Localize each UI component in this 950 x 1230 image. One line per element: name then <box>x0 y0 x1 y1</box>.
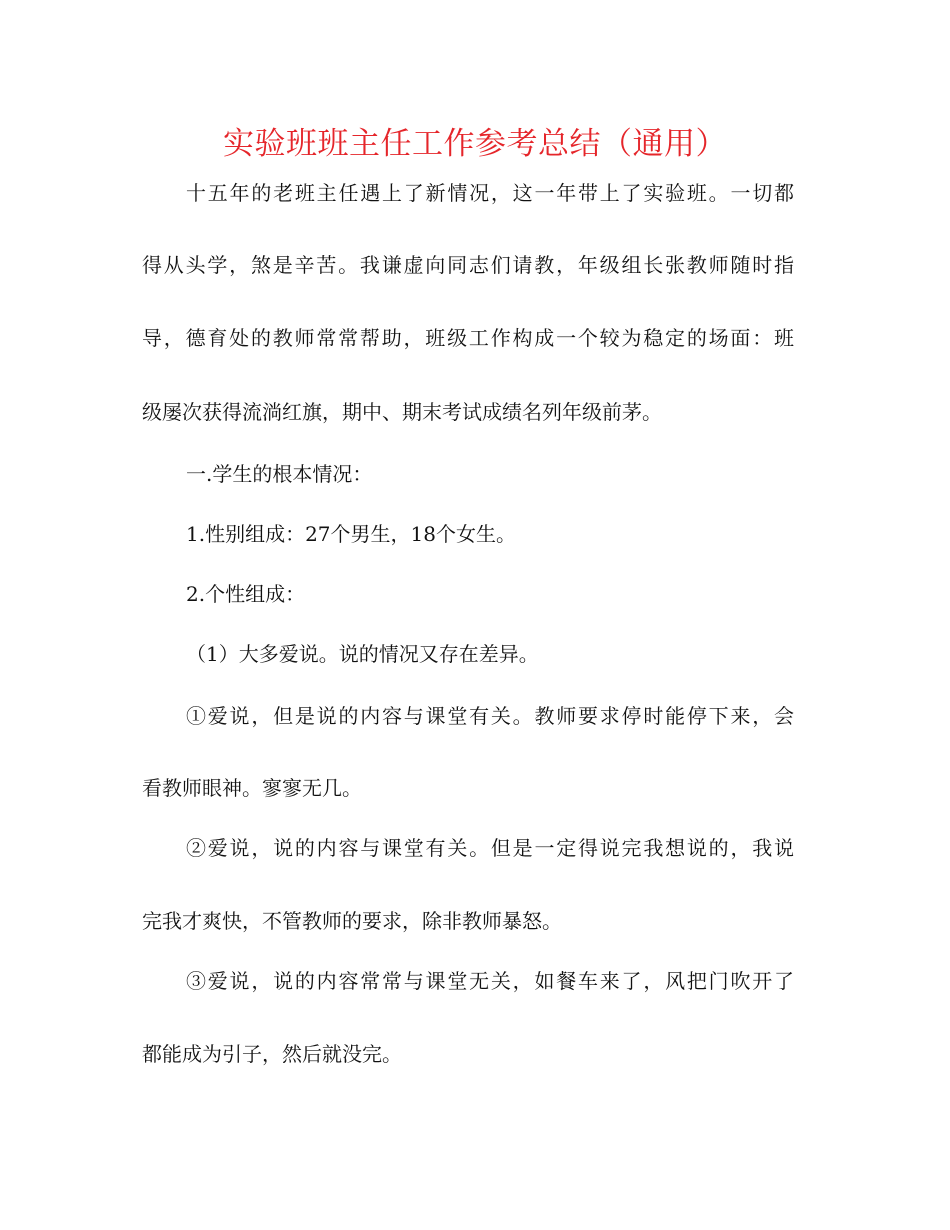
section-heading: 一.学生的根本情况： <box>186 462 373 486</box>
paragraph-line: ③爱说，说的内容常常与课堂无关，如餐车来了，风把门吹开了 <box>186 969 794 993</box>
paragraph-line: 导，德育处的教师常常帮助，班级工作构成一个较为稳定的场面：班 <box>142 326 794 350</box>
paragraph-line: 完我才爽快，不管教师的要求，除非教师暴怒。 <box>142 909 562 933</box>
paragraph-line: 看教师眼神。寥寥无几。 <box>142 776 362 800</box>
paragraph-line: ②爱说，说的内容与课堂有关。但是一定得说完我想说的，我说 <box>186 836 794 860</box>
paragraph-line: 十五年的老班主任遇上了新情况，这一年带上了实验班。一切都 <box>186 181 794 205</box>
paragraph-line: 都能成为引子，然后就没完。 <box>142 1042 402 1066</box>
list-item: 2.个性组成： <box>186 582 306 606</box>
list-item: 1.性别组成：27个男生，18个女生。 <box>186 522 516 546</box>
paragraph-line: ①爱说，但是说的内容与课堂有关。教师要求停时能停下来，会 <box>186 704 794 728</box>
document-title: 实验班班主任工作参考总结（通用） <box>223 126 727 162</box>
list-item: （1）大多爱说。说的情况又存在差异。 <box>186 642 539 666</box>
paragraph-line: 级屡次获得流淌红旗，期中、期末考试成绩名列年级前茅。 <box>142 400 662 424</box>
paragraph-line: 得从头学，煞是辛苦。我谦虚向同志们请教，年级组长张教师随时指 <box>142 253 794 277</box>
